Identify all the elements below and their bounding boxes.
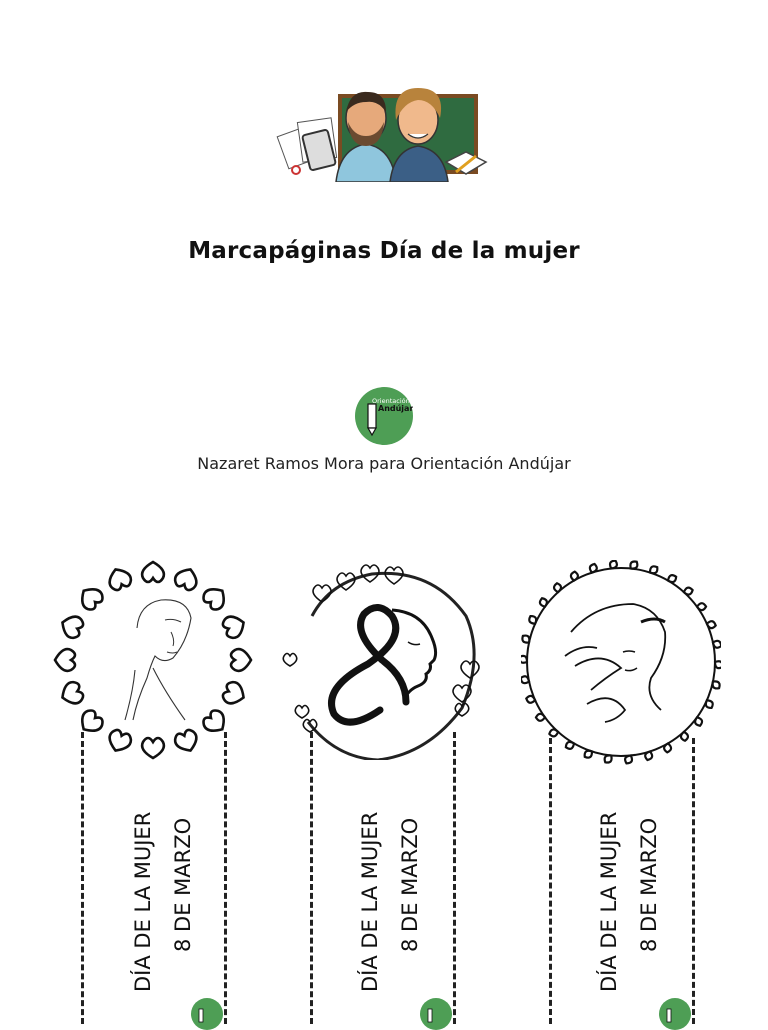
heart-icon xyxy=(173,565,201,592)
heart-icon xyxy=(200,583,230,613)
heart-icon xyxy=(105,565,133,592)
heart-icon xyxy=(76,583,106,613)
bookmark-1 xyxy=(53,560,253,1024)
page-title: Marcapáginas Día de la mujer xyxy=(188,238,580,264)
orientacion-andujar-logo xyxy=(355,387,413,445)
leaf-icon xyxy=(564,740,575,750)
bookmark-line2: 8 DE MARZO xyxy=(637,817,661,952)
leaf-icon xyxy=(527,614,538,625)
leaf-icon xyxy=(539,597,549,608)
bookmark-2 xyxy=(282,560,482,1024)
heart-icon xyxy=(58,680,85,708)
leaf-icon xyxy=(549,728,559,737)
author-credit: Nazaret Ramos Mora para Orientación Andújar xyxy=(197,454,571,473)
leaf-icon xyxy=(680,731,688,741)
leaf-icon xyxy=(583,749,594,760)
woman-profile-eight-icon xyxy=(282,560,482,760)
leaf-icon xyxy=(683,587,693,596)
leaf-icon xyxy=(648,564,659,575)
heart-icon xyxy=(58,612,85,640)
leaf-icon xyxy=(704,698,715,709)
bookmark-line2: 8 DE MARZO xyxy=(398,817,422,952)
bookmark-line1: DÍA DE LA MUJER xyxy=(131,811,155,992)
logo-mini-icon xyxy=(659,998,691,1030)
heart-icon xyxy=(173,728,201,755)
heart-icon xyxy=(142,738,164,758)
leaf-icon xyxy=(554,583,562,593)
heart-icon xyxy=(231,649,251,671)
svg-text:Andújar: Andújar xyxy=(378,404,413,413)
leaf-icon xyxy=(667,574,678,584)
heart-icon xyxy=(221,612,248,640)
pencil-icon xyxy=(368,404,376,435)
heart-icon xyxy=(142,562,164,582)
bookmark-line1: DÍA DE LA MUJER xyxy=(597,811,621,992)
heart-icon xyxy=(221,680,248,708)
leaf-icon xyxy=(571,571,579,581)
leaf-icon xyxy=(694,716,704,727)
heart-icon xyxy=(105,728,133,755)
logo-mini-icon xyxy=(420,998,452,1030)
teachers-illustration-icon xyxy=(270,82,492,182)
bookmark-line1: DÍA DE LA MUJER xyxy=(358,811,382,992)
svg-text:Orientación: Orientación xyxy=(372,397,410,405)
leaf-icon xyxy=(697,603,706,610)
leaf-icon xyxy=(536,714,545,721)
bookmark-line2: 8 DE MARZO xyxy=(171,817,195,952)
logo-mini-icon xyxy=(191,998,223,1030)
heart-icon xyxy=(55,649,75,671)
woman-face-hearts-icon xyxy=(53,560,253,760)
bookmark-3 xyxy=(521,560,721,1024)
